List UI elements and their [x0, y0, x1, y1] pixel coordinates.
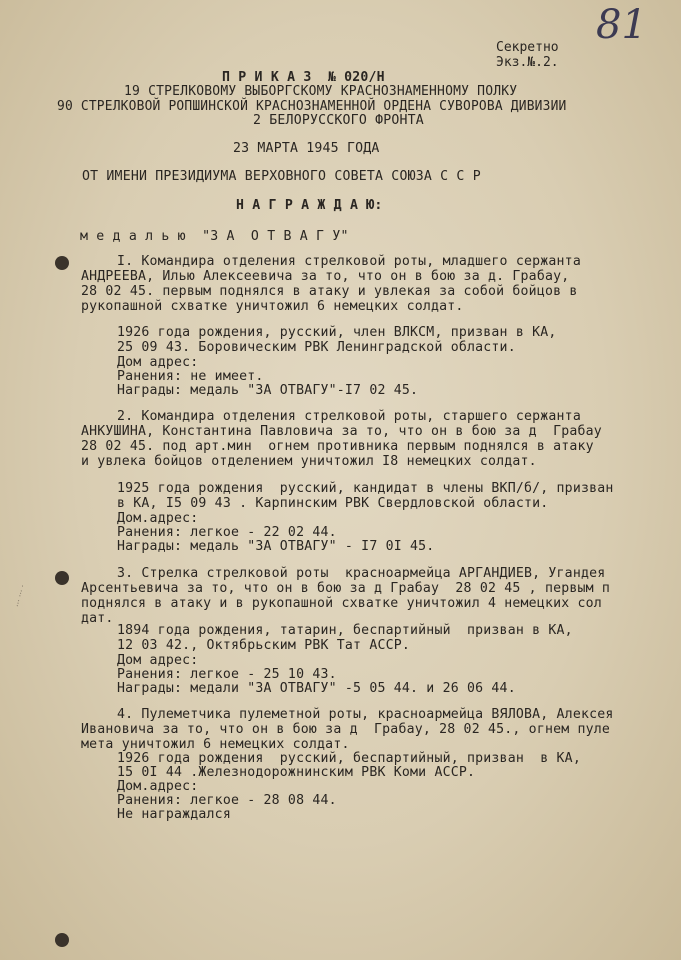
entry-2-line: 28 02 45. под арт.мин огнем противника первым поднялся в атаку — [81, 439, 594, 454]
entry-3-line: поднялся в атаку и в рукопашной схватке уничтожил 4 немецких сол — [81, 596, 602, 611]
order-title: П Р И К А З № 020/Н — [222, 70, 385, 85]
entry-3-line: 3. Стрелка стрелковой роты красноармейца АРГАНДИЕВ, Угандея — [117, 566, 606, 581]
entry-2-detail: Ранения: легкое - 22 02 44. — [117, 525, 337, 540]
regiment-line: 19 СТРЕЛКОВОМУ ВЫБОРГСКОМУ КРАСНОЗНАМЕННОМУ ПОЛКУ — [124, 84, 518, 99]
entry-1-line: I. Командира отделения стрелковой роты, младшего сержанта — [117, 254, 581, 269]
entry-1-line: рукопашной схватке уничтожил 6 немецких солдат. — [81, 299, 464, 314]
entry-1-detail: 25 09 43. Боровическим РВК Ленинградской области. — [117, 340, 516, 355]
entry-3-detail: 1894 года рождения, татарин, беспартийный призван в КА, — [117, 623, 573, 638]
entry-1-detail: Награды: медаль "ЗА ОТВАГУ"-I7 02 45. — [117, 383, 419, 398]
entry-1-detail: Дом адрес: — [117, 355, 199, 370]
entry-2-line: АНКУШИНА, Константина Павловича за то, что он в бою за д Грабау — [81, 424, 602, 439]
entry-4-detail: Ранения: легкое - 28 08 44. — [117, 793, 337, 808]
entry-1-line: АНДРЕЕВА, Илью Алексеевича за то, что он в бою за д. Грабау, — [81, 269, 570, 284]
handwritten-page-number: 81 — [596, 2, 647, 48]
division-line: 90 СТРЕЛКОВОЙ РОПШИНСКОЙ КРАСНОЗНАМЕННОЙ ОРДЕНА СУВОРОВА ДИВИЗИИ — [57, 99, 567, 114]
entry-4-line: 4. Пулеметчика пулеметной роты, красноармейца ВЯЛОВА, Алексея — [117, 707, 614, 722]
punch-hole — [55, 933, 69, 947]
entry-1-detail: Ранения: не имеет. — [117, 369, 264, 384]
entry-3-detail: Ранения: легкое - 25 10 43. — [117, 667, 337, 682]
entry-2-line: и увлека бойцов отделением уничтожил I8 немецких солдат. — [81, 454, 537, 469]
entry-2-line: 2. Командира отделения стрелковой роты, старшего сержанта — [117, 409, 581, 424]
entry-4-detail: 1926 года рождения русский, беспартийный, призван в КА, — [117, 751, 581, 766]
entry-2-detail: Награды: медаль "ЗА ОТВАГУ" - I7 0I 45. — [117, 539, 435, 554]
punch-hole — [55, 571, 69, 585]
entry-1-detail: 1926 года рождения, русский, член ВЛКСМ, призван в КА, — [117, 325, 557, 340]
entry-2-detail: в КА, I5 09 43 . Карпинским РВК Свердловской области. — [117, 496, 549, 511]
punch-hole — [55, 256, 69, 270]
presidium-line: ОТ ИМЕНИ ПРЕЗИДИУМА ВЕРХОВНОГО СОВЕТА СОЮЗА С С Р — [82, 169, 481, 184]
entry-4-line: мета уничтожил 6 немецких солдат. — [81, 737, 350, 752]
entry-3-detail: Дом адрес: — [117, 653, 199, 668]
copy-number: Экз.№.2. — [496, 55, 559, 70]
entry-2-detail: 1925 года рождения русский, кандидат в члены ВКП/б/, призван — [117, 481, 614, 496]
front-line: 2 БЕЛОРУССКОГО ФРОНТА — [253, 113, 424, 128]
entry-3-line: Арсентьевича за то, что он в бою за д Грабау 28 02 45 , первым п — [81, 581, 611, 596]
entry-3-detail: 12 03 42., Октябрьским РВК Тат АССР. — [117, 638, 411, 653]
entry-4-line: Ивановича за то, что он в бою за д Грабау, 28 02 45., огнем пуле — [81, 722, 611, 737]
entry-3-line: дат. — [81, 611, 114, 626]
secret-label: Секретно — [496, 40, 559, 55]
entry-4-detail: Не награждался — [117, 807, 231, 822]
award-heading: Н А Г Р А Ж Д А Ю: — [236, 198, 383, 213]
entry-2-detail: Дом.адрес: — [117, 511, 199, 526]
margin-pencil-note: ··· ··· · — [12, 583, 28, 609]
entry-4-detail: Дом.адрес: — [117, 779, 199, 794]
order-date: 23 МАРТА 1945 ГОДА — [233, 141, 380, 156]
entry-3-detail: Награды: медали "ЗА ОТВАГУ" -5 05 44. и 26 06 44. — [117, 681, 516, 696]
entry-4-detail: 15 0I 44 .Железнодорожнинским РВК Коми АССР. — [117, 765, 476, 780]
medal-heading: м е д а л ь ю "З А О Т В А Г У" — [80, 229, 349, 244]
entry-1-line: 28 02 45. первым поднялся в атаку и увлекая за собой бойцов в — [81, 284, 578, 299]
